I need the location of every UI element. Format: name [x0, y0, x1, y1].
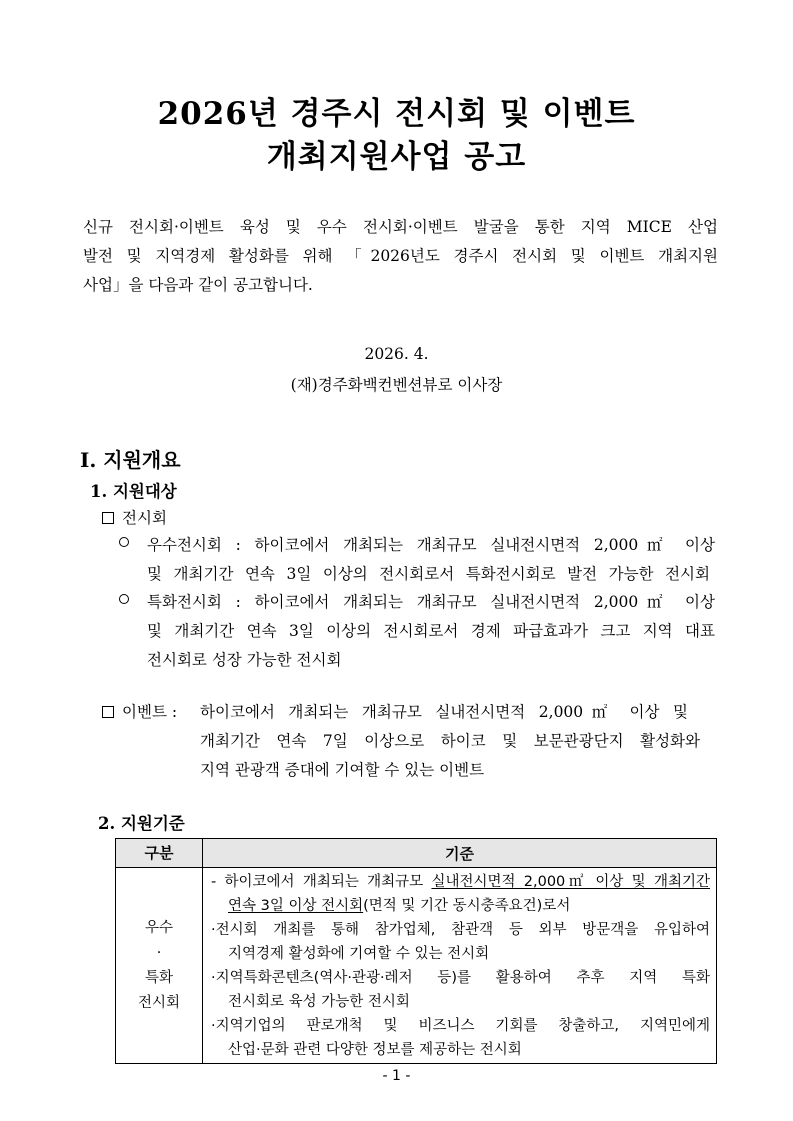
table-header-category: 구분	[116, 839, 203, 868]
criteria-line-4: 지역경제 활성화에 기여할 수 있는 전시회	[228, 946, 490, 962]
exhibition-label: 전시회	[122, 509, 167, 527]
event-label: 이벤트 :	[122, 703, 178, 721]
table-row	[116, 868, 717, 1064]
criteria-table	[115, 838, 717, 1064]
table-header-criteria: 기준	[203, 839, 717, 868]
issuer: (재)경주화백컨벤션뷰로 이사장	[290, 376, 503, 394]
criteria-line-8: 산업·문화 관련 다양한 정보를 제공하는 전시회	[228, 1042, 522, 1058]
table-header-row	[116, 839, 717, 868]
specialized-exhibition-line-1: 특화전시회 : 하이코에서 개최되는 개최규모 실내전시면적 2,000㎡ 이상	[147, 593, 715, 611]
exhibition-item	[102, 506, 167, 528]
category-line-1: 우수	[144, 919, 173, 936]
criteria-line-3: ·전시회 개최를 통해 참가업체, 참관객 등 외부 방문객을 유입하여	[211, 922, 710, 938]
title-line-2: 개최지원사업 공고	[266, 139, 527, 175]
square-bullet-icon	[102, 706, 114, 718]
criteria-line-2: 연속 3일 이상 전시회(면적 및 기간 동시충족요건)로서	[228, 898, 571, 914]
intro-line-1: 신규 전시회·이벤트 육성 및 우수 전시회·이벤트 발굴을 통한 지역 MICE 산업	[83, 218, 718, 236]
excellent-exhibition-line-2: 및 개최기간 연속 3일 이상의 전시회로서 특화전시회로 발전 가능한 전시회	[147, 565, 710, 583]
specialized-exhibition-line-2: 및 개최기간 연속 3일 이상의 전시회로서 경제 파급효과가 크고 지역 대표	[147, 622, 715, 640]
criteria-line-7: ·지역기업의 판로개척 및 비즈니스 기회를 창출하고, 지역민에게	[211, 1018, 710, 1034]
category-line-2: 특화	[144, 969, 173, 986]
specialized-exhibition-line-3: 전시회로 성장 가능한 전시회	[147, 651, 342, 669]
category-dot: ·	[156, 944, 162, 961]
intro-line-2: 발전 및 지역경제 활성화를 위해 「2026년도 경주시 전시회 및 이벤트 개최지원	[83, 247, 718, 265]
table-cell-category	[116, 868, 203, 1064]
table-cell-criteria	[203, 868, 717, 1064]
page-number: - 1 -	[382, 1068, 411, 1084]
event-line-2: 개최기간 연속 7일 이상으로 하이코 및 보문관광단지 활성화와	[200, 732, 700, 750]
section-heading-overview: Ⅰ. 지원개요	[80, 448, 181, 472]
circle-bullet-icon	[119, 594, 129, 604]
criteria-line-1: - 하이코에서 개최되는 개최규모 실내전시면적 2,000㎡ 이상 및 개최기간	[211, 874, 710, 890]
square-bullet-icon	[102, 512, 114, 524]
event-item	[102, 700, 177, 722]
circle-bullet-icon	[119, 537, 129, 547]
intro-line-3: 사업」을 다음과 같이 공고합니다.	[83, 276, 313, 294]
category-line-3: 전시회	[137, 994, 181, 1011]
underlined-requirement: 실내전시면적 2,000㎡ 이상 및 개최기간	[431, 874, 710, 890]
title-line-1: 2026년 경주시 전시회 및 이벤트	[157, 96, 636, 132]
criteria-line-5: ·지역특화콘텐츠(역사·관광·레저 등)를 활용하여 추후 지역 특화	[211, 970, 710, 986]
criteria-line-6: 전시회로 육성 가능한 전시회	[228, 994, 410, 1010]
event-line-3: 지역 관광객 증대에 기여할 수 있는 이벤트	[200, 761, 485, 779]
event-line-1: 하이코에서 개최되는 개최규모 실내전시면적 2,000㎡ 이상 및	[200, 703, 688, 721]
issue-date: 2026. 4.	[364, 345, 429, 363]
subsection-heading-criteria: 2. 지원기준	[98, 814, 185, 833]
excellent-exhibition-line-1: 우수전시회 : 하이코에서 개최되는 개최규모 실내전시면적 2,000㎡ 이상	[147, 536, 715, 554]
underlined-requirement: 연속 3일 이상 전시회	[228, 898, 364, 914]
subsection-heading-target: 1. 지원대상	[90, 482, 177, 501]
